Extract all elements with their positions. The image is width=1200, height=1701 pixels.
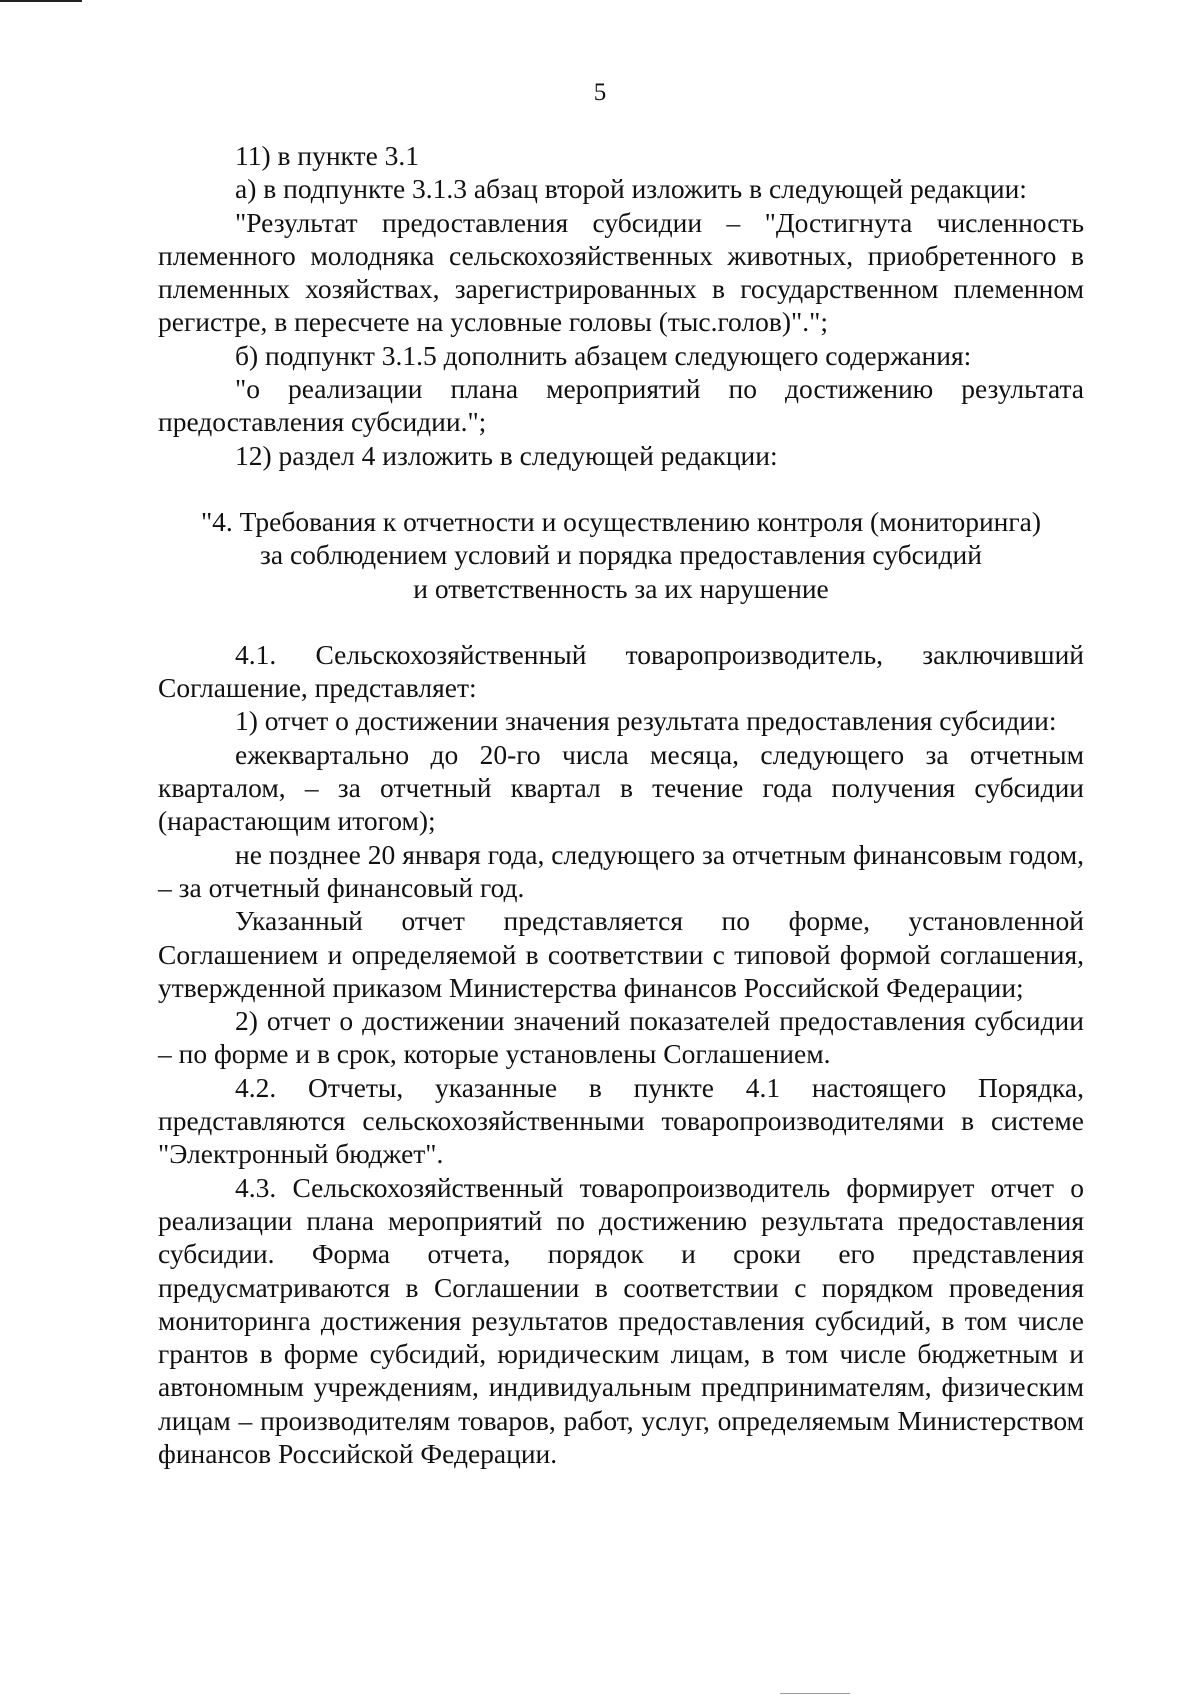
- document-body: [158, 139, 1084, 1470]
- scan-corner-mark: [0, 0, 82, 2]
- paragraph-quarterly: ежеквартально до 20-го числа месяца, следующего за отчетным кварталом, – за отчетный квартал в течение года получения субсидии (нарастающим итогом);: [158, 738, 1084, 837]
- paragraph-11a: а) в подпункте 3.1.3 абзац второй изложить в следующей редакции:: [235, 173, 1027, 205]
- page-number: 5: [593, 79, 607, 106]
- paragraph-result-text: "Результат предоставления субсидии – "Достигнута численность племенного молодняка сельскохозяйственных животных, приобретенного в племенных хозяйствах, зарегистрированных в государственном племенном регистре, в пересчете на условные головы (тыс.голов)".";: [158, 206, 1084, 338]
- paragraph-4-1-item-1: 1) отчет о достижении значения результата предоставления субсидии:: [235, 705, 1057, 737]
- scan-edge-mark: [780, 1693, 850, 1694]
- paragraph-report-form: Указанный отчет представляется по форме, установленной Соглашением и определяемой в соответствии с типовой формой соглашения, утвержденной приказом Министерства финансов Российской Федерации;: [158, 905, 1084, 1003]
- paragraph-4-1: 4.1. Сельскохозяйственный товаропроизводитель, заключивший Соглашение, представляет:: [158, 638, 1084, 704]
- paragraph-12: 12) раздел 4 изложить в следующей редакции:: [235, 439, 778, 471]
- section-heading: [158, 505, 1084, 605]
- paragraph-4-1-item-2: 2) отчет о достижении значений показателей предоставления субсидии – по форме и в срок, которые установлены Соглашением.: [158, 1005, 1084, 1070]
- section-heading-line-3: и ответственность за их нарушение: [413, 572, 829, 604]
- paragraph-plan-text: "о реализации плана мероприятий по достижению результата предоставления субсидии.";: [158, 373, 1084, 438]
- paragraph-11: 11) в пункте 3.1: [235, 140, 420, 171]
- section-heading-line-2: за соблюдением условий и порядка предоставления субсидий: [260, 539, 982, 571]
- paragraph-4-3: 4.3. Сельскохозяйственный товаропроизводитель формирует отчет о реализации плана мероприятий по достижению результата предоставления субсидии. Форма отчета, порядок и сроки его представления предусматриваются в Соглашении в соответствии с порядком проведения мониторинга достижения результатов предоставления субсидий, в том числе грантов в форме субсидий, юридическим лицам, в том числе бюджетным и автономным учреждениям, индивидуальным предпринимателям, физическим лицам – производителям товаров, работ, услуг, определяемым Министерством финансов Российской Федерации.: [158, 1171, 1084, 1469]
- paragraph-4-2: 4.2. Отчеты, указанные в пункте 4.1 настоящего Порядка, представляются сельскохозяйственными товаропроизводителями в системе "Электронный бюджет".: [158, 1071, 1084, 1170]
- section-heading-line-1: "4. Требования к отчетности и осуществлению контроля (мониторинга): [200, 505, 1042, 537]
- paragraph-11b: б) подпункт 3.1.5 дополнить абзацем следующего содержания:: [235, 339, 972, 371]
- paragraph-annual: не позднее 20 января года, следующего за отчетным финансовым годом, – за отчетный финансовый год.: [158, 838, 1084, 903]
